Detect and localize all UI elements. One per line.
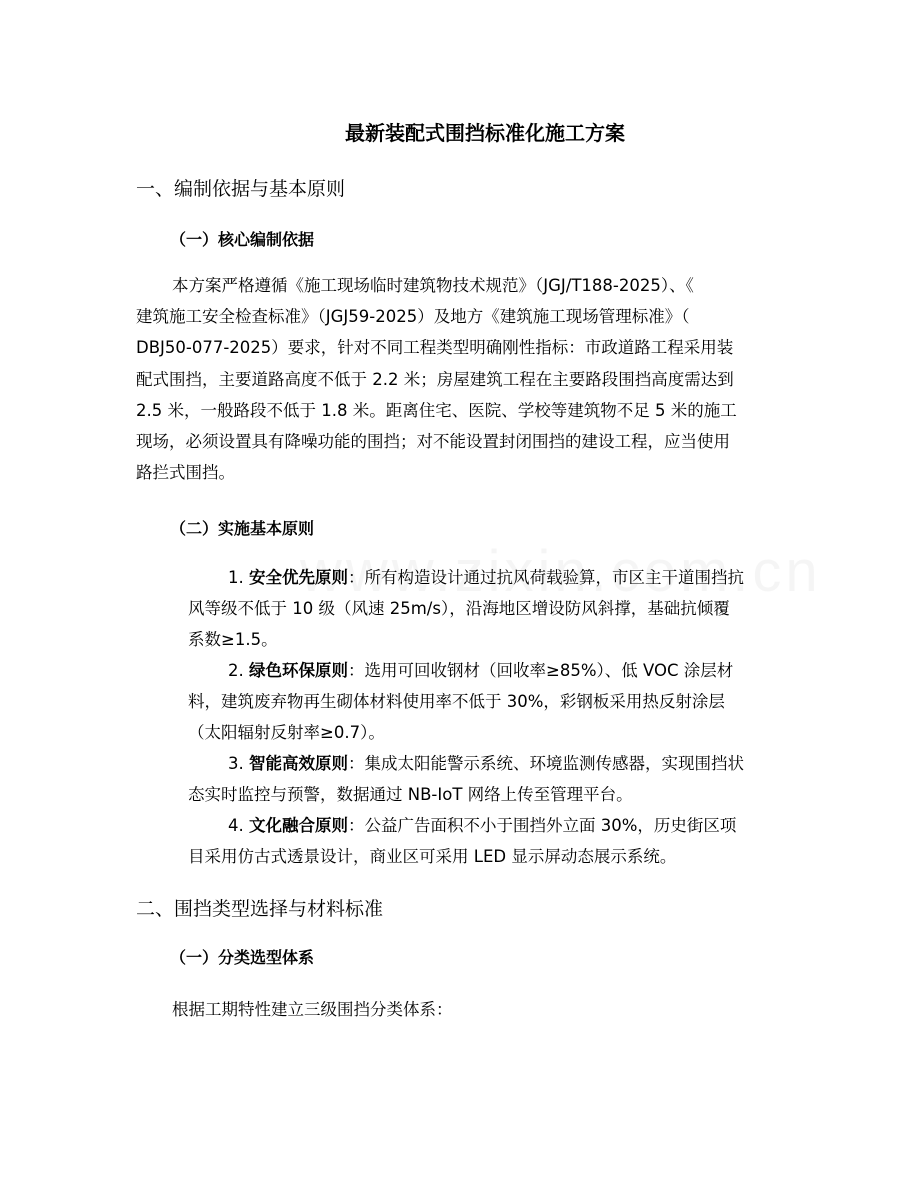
subsection-heading-1-2: （二）实施基本原则 bbox=[170, 519, 315, 538]
item-text: ：集成太阳能警示系统、环境监测传感器，实现围挡状 bbox=[348, 754, 744, 773]
item-text: 目采用仿古式透景设计，商业区可采用 LED 显示屏动态展示系统。 bbox=[188, 847, 677, 867]
paragraph-line: 2.5 米，一般路段不低于 1.8 米。距离住宅、医院、学校等建筑物不足 5 米的施工 bbox=[136, 400, 737, 420]
item-number: 4. bbox=[228, 816, 244, 835]
paragraph-line: 现场，必须设置具有降噪功能的围挡；对不能设置封闭围挡的建设工程，应当使用 bbox=[136, 432, 730, 452]
item-text: 系数≥1.5。 bbox=[188, 630, 278, 650]
subsection-heading-1-1: （一）核心编制依据 bbox=[170, 230, 315, 249]
section-heading-1: 一、编制依据与基本原则 bbox=[136, 178, 346, 200]
item-text: ：公益广告面积不小于围挡外立面 30%，历史街区项 bbox=[348, 816, 737, 835]
section-heading-2: 二、围挡类型选择与材料标准 bbox=[136, 898, 384, 920]
paragraph-line: 根据工期特性建立三级围挡分类体系： bbox=[172, 1000, 453, 1019]
principle-item-2 bbox=[188, 655, 788, 749]
paragraph-line: 本方案严格遵循《施工现场临时建筑物技术规范》（JGJ/T188-2025）、《 bbox=[172, 276, 694, 295]
item-label: 安全优先原则 bbox=[249, 568, 348, 587]
paragraph-line: 配式围挡，主要道路高度不低于 2.2 米；房屋建筑工程在主要路段围挡高度需达到 bbox=[136, 369, 734, 389]
item-text: 风等级不低于 10 级（风速 25m/s），沿海地区增设防风斜撑，基础抗倾覆 bbox=[188, 599, 730, 619]
item-text: 料，建筑废弃物再生砌体材料使用率不低于 30%，彩钢板采用热反射涂层 bbox=[188, 692, 725, 712]
item-number: 3. bbox=[228, 754, 244, 773]
paragraph-line: 建筑施工安全检查标准》（JGJ59-2025）及地方《建筑施工现场管理标准》（ bbox=[136, 307, 690, 327]
item-text: （太阳辐射反射率≥0.7）。 bbox=[188, 723, 385, 743]
principle-item-3 bbox=[188, 748, 788, 810]
item-text: ：所有构造设计通过抗风荷载验算，市区主干道围挡抗 bbox=[348, 568, 744, 587]
item-label: 智能高效原则 bbox=[249, 754, 348, 773]
paragraph-basis bbox=[136, 270, 788, 488]
item-label: 文化融合原则 bbox=[249, 816, 348, 835]
item-number: 1. bbox=[228, 568, 244, 587]
document-title: 最新装配式围挡标准化施工方案 bbox=[345, 121, 625, 145]
subsection-heading-2-1: （一）分类选型体系 bbox=[170, 948, 315, 967]
principle-item-1 bbox=[188, 562, 788, 656]
paragraph-classification bbox=[136, 994, 788, 1025]
item-text: ：选用可回收钢材（回收率≥85%）、低 VOC 涂层材 bbox=[348, 661, 734, 680]
item-text: 态实时监控与预警，数据通过 NB-IoT 网络上传至管理平台。 bbox=[188, 785, 633, 805]
principle-item-4 bbox=[188, 810, 788, 872]
item-label: 绿色环保原则 bbox=[249, 661, 348, 680]
paragraph-line: DBJ50-077-2025）要求，针对不同工程类型明确刚性指标：市政道路工程采用装 bbox=[136, 338, 734, 358]
paragraph-line: 路拦式围挡。 bbox=[136, 463, 235, 483]
item-number: 2. bbox=[228, 661, 244, 680]
